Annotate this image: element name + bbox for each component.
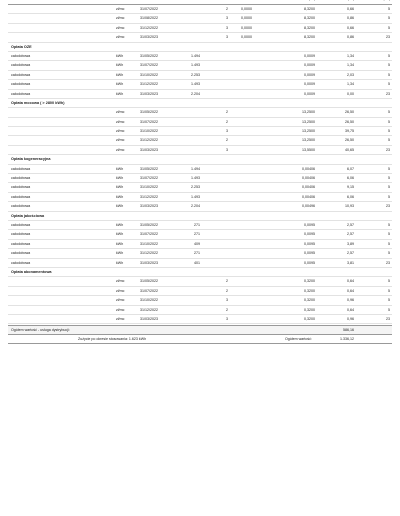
cell-unit: zł/mc xyxy=(116,119,125,124)
cell-qty: 1.494 xyxy=(191,53,200,58)
cell-vat: 5 xyxy=(388,82,390,87)
cell-label: całodobowa xyxy=(11,166,31,171)
cell-unit: kWh xyxy=(116,241,124,246)
table-row xyxy=(8,296,392,305)
cell-label: całodobowa xyxy=(11,241,31,246)
cell-price: 0,00406 xyxy=(302,176,315,181)
cell-unit: zł/mc xyxy=(116,129,125,134)
cell-date: 31/03/2023 xyxy=(140,91,158,96)
cell-date: 31/03/2023 xyxy=(140,316,158,321)
cell-unit: kWh xyxy=(116,72,124,77)
cell-unit: kWh xyxy=(116,232,124,237)
consumption-label: Zużycie po okresie stosowania: 1.623 kWh xyxy=(78,337,147,342)
cell-vat: 5 xyxy=(388,232,390,237)
cell-label: całodobowa xyxy=(11,72,31,77)
cell-vat: 5 xyxy=(388,25,390,30)
cell-vat: 5 xyxy=(388,251,390,256)
table-row xyxy=(8,108,392,117)
cell-date: 31/08/2022 xyxy=(140,16,158,21)
cell-vat: 5 xyxy=(388,298,390,303)
cell-label: całodobowa xyxy=(11,185,31,190)
table-row xyxy=(8,33,392,42)
cell-vat: 5 xyxy=(388,16,390,21)
cell-date: 31/03/2023 xyxy=(140,147,158,152)
cell-n: 2 xyxy=(226,288,228,293)
table-row xyxy=(8,61,392,70)
cell-value: 0,00 xyxy=(347,91,354,96)
section-title: Opłata abonamentowa xyxy=(11,269,52,274)
header-col-vat xyxy=(377,0,390,1)
cell-value: 39,75 xyxy=(345,129,354,134)
table-row xyxy=(8,118,392,127)
cell-label: całodobowa xyxy=(11,53,31,58)
cell-label: całodobowa xyxy=(11,204,31,209)
cell-unit: zł/mc xyxy=(116,279,125,284)
cell-unit: zł/mc xyxy=(116,25,125,30)
cell-price: 13,2500 xyxy=(302,129,315,134)
cell-label: całodobowa xyxy=(11,63,31,68)
cell-vat: 23 xyxy=(386,91,390,96)
cell-value: 26,50 xyxy=(345,110,354,115)
cell-label: całodobowa xyxy=(11,260,31,265)
cell-price: 0,0009 xyxy=(304,53,315,58)
table-row xyxy=(8,193,392,202)
cell-n: 2 xyxy=(226,7,228,11)
cell-vat: 5 xyxy=(388,129,390,134)
cell-price: 0,0009 xyxy=(304,72,315,77)
section-title-row xyxy=(8,155,392,164)
cell-value: 1,34 xyxy=(347,82,354,87)
cell-price: 0,0095 xyxy=(304,251,315,256)
cell-n: 3 xyxy=(226,147,228,152)
cell-unit: kWh xyxy=(116,82,124,87)
cell-value: 1,34 xyxy=(347,53,354,58)
cell-unit: zł/mc xyxy=(116,288,125,293)
cell-price: 8,3200 xyxy=(304,35,315,40)
cell-qty: 1.493 xyxy=(191,82,200,87)
cell-vat: 5 xyxy=(388,53,390,58)
cell-qty: 1.493 xyxy=(191,176,200,181)
cell-unit: kWh xyxy=(116,204,124,209)
cell-date: 31/10/2022 xyxy=(140,241,158,246)
cell-date: 31/03/2023 xyxy=(140,35,158,40)
cell-price: 0,3200 xyxy=(304,279,315,284)
cell-date: 31/10/2022 xyxy=(140,185,158,190)
cell-n: 3 xyxy=(226,298,228,303)
cell-value: 0,96 xyxy=(347,316,354,321)
cell-unit: zł/mc xyxy=(116,316,125,321)
cell-date: 31/03/2023 xyxy=(140,204,158,209)
cell-price: 0,0095 xyxy=(304,232,315,237)
cell-unit: zł/mc xyxy=(116,110,125,115)
cell-price: 0,0095 xyxy=(304,222,315,227)
table-row xyxy=(8,287,392,296)
cell-qty: 2.253 xyxy=(191,185,200,190)
table-row xyxy=(8,127,392,136)
table-row xyxy=(8,306,392,315)
table-row xyxy=(8,183,392,192)
table-row xyxy=(8,24,392,33)
cell-price: 13,2500 xyxy=(302,119,315,124)
cell-date: 31/07/2022 xyxy=(140,288,158,293)
table-row xyxy=(8,240,392,249)
cell-unit: zł/mc xyxy=(116,307,125,312)
cell-price: 0,0009 xyxy=(304,91,315,96)
cell-unit: kWh xyxy=(116,251,124,256)
cell-vat: 5 xyxy=(388,241,390,246)
cell-vat: 5 xyxy=(388,222,390,227)
cell-qty: 1.493 xyxy=(191,194,200,199)
cell-vat: 5 xyxy=(388,138,390,143)
table-row xyxy=(8,146,392,155)
cell-unit: zł/mc xyxy=(116,16,125,21)
cell-price: 0,3200 xyxy=(304,316,315,321)
cell-value: 3,81 xyxy=(347,260,354,265)
cell-vat: 5 xyxy=(388,288,390,293)
cell-value: 26,50 xyxy=(345,119,354,124)
cell-z: 0,0000 xyxy=(241,16,252,21)
cell-n: 3 xyxy=(226,129,228,134)
cell-price: 0,3200 xyxy=(304,307,315,312)
cell-date: 31/05/2022 xyxy=(140,279,158,284)
cell-unit: zł/mc xyxy=(116,7,125,11)
cell-value: 0,86 xyxy=(347,35,354,40)
cell-date: 31/12/2022 xyxy=(140,25,158,30)
cell-price: 0,00406 xyxy=(302,185,315,190)
cell-unit: kWh xyxy=(116,194,124,199)
cell-value: 2,03 xyxy=(347,72,354,77)
cell-vat: 5 xyxy=(388,185,390,190)
cell-value: 9,15 xyxy=(347,185,354,190)
cell-vat: 5 xyxy=(388,176,390,181)
cell-z: 0,0000 xyxy=(241,25,252,30)
table-row xyxy=(8,71,392,80)
cell-vat: 23 xyxy=(386,147,390,152)
cell-unit: kWh xyxy=(116,91,124,96)
cell-qty: 2.253 xyxy=(191,72,200,77)
cell-unit: kWh xyxy=(116,176,124,181)
cell-vat: 5 xyxy=(388,110,390,115)
cell-price: 0,0009 xyxy=(304,82,315,87)
cell-vat: 5 xyxy=(388,194,390,199)
cell-vat: 5 xyxy=(388,119,390,124)
cell-value: 2,57 xyxy=(347,251,354,256)
section-title-row xyxy=(8,43,392,52)
cell-price: 13,5500 xyxy=(302,147,315,152)
cell-unit: kWh xyxy=(116,166,124,171)
cell-qty: 2.204 xyxy=(191,204,200,209)
cell-unit: kWh xyxy=(116,53,124,58)
cell-date: 31/05/2022 xyxy=(140,222,158,227)
cell-date: 31/10/2022 xyxy=(140,72,158,77)
cell-value: 6,07 xyxy=(347,166,354,171)
invoice-table xyxy=(8,0,392,344)
cell-n: 2 xyxy=(226,110,228,115)
table-row xyxy=(8,14,392,23)
cell-unit: zł/mc xyxy=(116,35,125,40)
table-row xyxy=(8,249,392,258)
cell-price: 0,00406 xyxy=(302,194,315,199)
cell-unit: kWh xyxy=(116,185,124,190)
cell-n: 2 xyxy=(226,279,228,284)
cell-vat: 5 xyxy=(388,307,390,312)
services-total-label: Ogółem wartość - usługa dystrybucji: xyxy=(11,328,70,333)
cell-vat: 23 xyxy=(386,316,390,321)
table-row xyxy=(8,259,392,268)
cell-value: 40,65 xyxy=(345,147,354,152)
cell-date: 31/07/2022 xyxy=(140,176,158,181)
cell-price: 0,0009 xyxy=(304,63,315,68)
services-total-row xyxy=(8,325,392,335)
header-col-n xyxy=(220,0,226,1)
cell-vat: 23 xyxy=(386,260,390,265)
grand-total-row xyxy=(8,335,392,344)
cell-date: 31/10/2022 xyxy=(140,298,158,303)
cell-value: 2,57 xyxy=(347,222,354,227)
cell-date: 31/07/2022 xyxy=(140,232,158,237)
cell-unit: zł/mc xyxy=(116,298,125,303)
cell-date: 31/07/2022 xyxy=(140,63,158,68)
table-row xyxy=(8,165,392,174)
cell-label: całodobowa xyxy=(11,222,31,227)
section-title: Opłata kogeneracyjna xyxy=(11,157,51,162)
section-title: Opłata jakościowa xyxy=(11,213,45,218)
cell-qty: 401 xyxy=(194,260,200,265)
table-row xyxy=(8,5,392,14)
cell-price: 8,3200 xyxy=(304,16,315,21)
cell-date: 31/12/2022 xyxy=(140,82,158,87)
cell-qty: 271 xyxy=(194,222,200,227)
cell-price: 0,00406 xyxy=(302,166,315,171)
cell-vat: 5 xyxy=(388,279,390,284)
section-title: Opłata mocowa ( > 2800 kWh) xyxy=(11,100,65,105)
cell-price: 8,3200 xyxy=(304,25,315,30)
cell-qty: 271 xyxy=(194,251,200,256)
cell-date: 31/05/2022 xyxy=(140,53,158,58)
cell-unit: zł/mc xyxy=(116,147,125,152)
cell-price: 0,0095 xyxy=(304,241,315,246)
cell-label: całodobowa xyxy=(11,194,31,199)
cell-value: 1,34 xyxy=(347,63,354,68)
cell-value: 3,89 xyxy=(347,241,354,246)
table-row xyxy=(8,277,392,286)
cell-value: 26,50 xyxy=(345,138,354,143)
cell-vat: 5 xyxy=(388,7,390,11)
header-col-value xyxy=(340,0,354,1)
cell-value: 10,93 xyxy=(345,204,354,209)
cell-vat: 23 xyxy=(386,35,390,40)
cell-value: 0,96 xyxy=(347,298,354,303)
cell-price: 8,3200 xyxy=(304,7,315,11)
table-row xyxy=(8,80,392,89)
cell-qty: 271 xyxy=(194,232,200,237)
table-row xyxy=(8,230,392,239)
cell-vat: 5 xyxy=(388,166,390,171)
cell-unit: kWh xyxy=(116,63,124,68)
section-title: Opłata OZE xyxy=(11,44,32,49)
cell-unit: kWh xyxy=(116,222,124,227)
cell-date: 31/07/2022 xyxy=(140,7,158,11)
cell-qty: 2.204 xyxy=(191,91,200,96)
section-title-row xyxy=(8,268,392,277)
cell-n: 3 xyxy=(226,316,228,321)
services-total-value: 586,16 xyxy=(343,328,354,333)
cell-price: 0,0095 xyxy=(304,260,315,265)
cell-label: całodobowa xyxy=(11,91,31,96)
cell-unit: kWh xyxy=(116,260,124,265)
cell-value: 6,06 xyxy=(347,194,354,199)
cell-n: 2 xyxy=(226,307,228,312)
table-body xyxy=(8,5,392,324)
cell-value: 0,64 xyxy=(347,279,354,284)
cell-date: 31/12/2022 xyxy=(140,138,158,143)
table-row xyxy=(8,90,392,99)
cell-price: 13,2500 xyxy=(302,138,315,143)
cell-vat: 5 xyxy=(388,72,390,77)
cell-value: 0,66 xyxy=(347,25,354,30)
section-title-row xyxy=(8,99,392,108)
cell-qty: 1.494 xyxy=(191,166,200,171)
cell-value: 0,64 xyxy=(347,307,354,312)
cell-date: 31/07/2022 xyxy=(140,119,158,124)
cell-value: 0,86 xyxy=(347,16,354,21)
cell-date: 31/10/2022 xyxy=(140,129,158,134)
cell-n: 3 xyxy=(226,16,228,21)
cell-value: 0,66 xyxy=(347,7,354,11)
cell-value: 0,64 xyxy=(347,288,354,293)
cell-label: całodobowa xyxy=(11,232,31,237)
cell-label: całodobowa xyxy=(11,82,31,87)
cell-qty: 409 xyxy=(194,241,200,246)
cell-date: 31/03/2023 xyxy=(140,260,158,265)
table-row xyxy=(8,202,392,211)
cell-price: 0,3200 xyxy=(304,298,315,303)
cell-value: 2,57 xyxy=(347,232,354,237)
cell-date: 31/12/2022 xyxy=(140,251,158,256)
cell-n: 3 xyxy=(226,25,228,30)
grand-total-label: Ogółem wartość: xyxy=(285,337,312,342)
cell-vat: 5 xyxy=(388,63,390,68)
cell-price: 13,2500 xyxy=(302,110,315,115)
cell-price: 0,00496 xyxy=(302,204,315,209)
header-col-label xyxy=(11,0,19,1)
cell-unit: zł/mc xyxy=(116,138,125,143)
cell-label: całodobowa xyxy=(11,176,31,181)
cell-n: 3 xyxy=(226,35,228,40)
grand-total-value: 1.336,12 xyxy=(340,337,354,342)
cell-n: 2 xyxy=(226,138,228,143)
table-row xyxy=(8,136,392,145)
cell-qty: 1.493 xyxy=(191,63,200,68)
cell-price: 0,3200 xyxy=(304,288,315,293)
cell-value: 6,06 xyxy=(347,176,354,181)
cell-vat: 23 xyxy=(386,204,390,209)
cell-n: 2 xyxy=(226,119,228,124)
cell-date: 31/12/2022 xyxy=(140,307,158,312)
table-row xyxy=(8,174,392,183)
table-row xyxy=(8,52,392,61)
cell-date: 31/05/2022 xyxy=(140,166,158,171)
section-title-row xyxy=(8,212,392,221)
table-row xyxy=(8,221,392,230)
cell-z: 0,0000 xyxy=(241,7,252,11)
table-row xyxy=(8,315,392,324)
cell-date: 31/05/2022 xyxy=(140,110,158,115)
cell-label: całodobowa xyxy=(11,251,31,256)
cell-z: 0,0000 xyxy=(241,35,252,40)
header-col-price xyxy=(301,0,315,1)
cell-date: 31/12/2022 xyxy=(140,194,158,199)
